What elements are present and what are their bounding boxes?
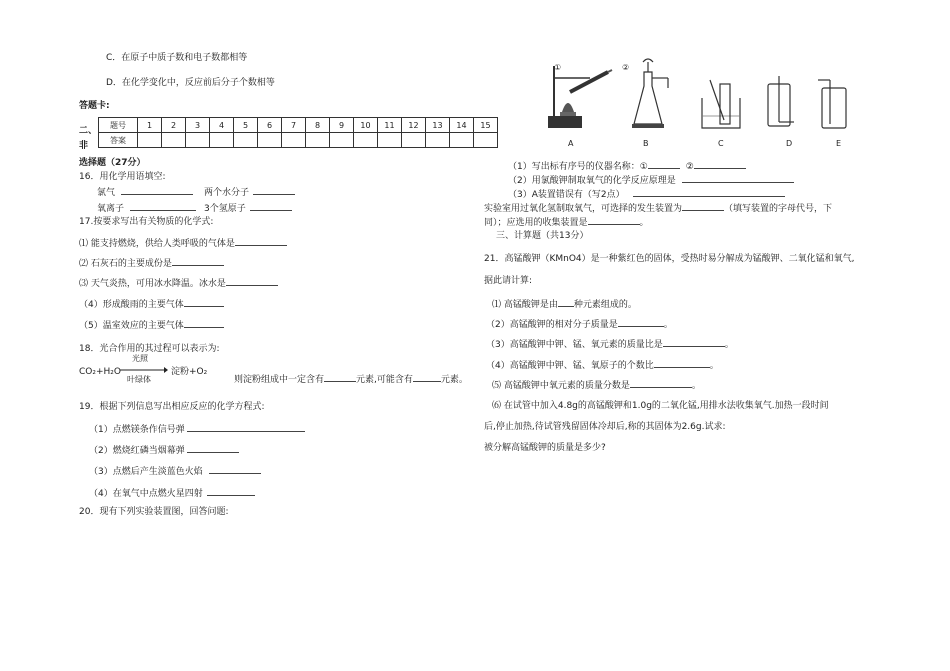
q21-intro: 21．高锰酸钾（KMnO4）是一种紫红色的固体，受热时易分解成为锰酸钾、二氧化锰和氧气, [484,254,855,264]
apparatus-b [632,59,668,128]
q19-4: （4）在氧气中点燃火星四射 [89,486,255,500]
q21-2: （2）高锰酸钾的相对分子质量是 。 [486,317,673,331]
table-cell: 7 [282,118,306,133]
table-cell: 13 [426,118,450,133]
answer-cell-1[interactable] [138,133,162,148]
table-cell: 12 [402,118,426,133]
option-d: D．在化学变化中，反应前后分子个数相等 [106,78,275,88]
fig-label-b: B [643,139,649,148]
q17-2: ⑵ 石灰石的主要成份是 [79,256,224,270]
q18-answer: 则淀粉组成中一定含有 元素,可能含有 元素。 [234,372,468,386]
answer-cell-14[interactable] [450,133,474,148]
q17-4: （4）形成酸雨的主要气体 [79,297,224,311]
reaction-arrow-icon [120,366,168,374]
table-cell: 3 [186,118,210,133]
q16-a: 氯气 [97,185,193,199]
table-row [99,133,498,148]
q21-6: ⑹ 在试管中加入4.8g的高锰酸钾和1.0g的二氧化锰,用排水法收集氧气.加热一段时间 [492,401,829,411]
q18-reactants: CO₂+H₂O [79,367,121,377]
table-cell: 4 [210,118,234,133]
q20-4-cont: 同）；应选用的收集装置是 。 [484,215,649,229]
answer-cell-8[interactable] [306,133,330,148]
table-header-answer: 答案 [99,133,138,148]
q18-title: 18．光合作用的其过程可以表示为: [79,344,220,354]
answer-cell-5[interactable] [234,133,258,148]
table-header-number: 题号 [99,118,138,133]
lab-apparatus-figure [540,58,860,154]
fig-label-c: C [718,139,724,148]
table-cell: 5 [234,118,258,133]
fig-label-d: D [786,139,793,148]
answer-cell-3[interactable] [186,133,210,148]
answer-cell-2[interactable] [162,133,186,148]
q19-2: （2）燃烧红磷当烟幕弹 [89,443,239,457]
table-cell: 11 [378,118,402,133]
table-cell: 10 [354,118,378,133]
fig-label-e: E [836,139,842,148]
apparatus-e [818,80,846,128]
answer-cell-11[interactable] [378,133,402,148]
q21-5: ⑸ 高锰酸钾中氧元素的质量分数是 。 [492,378,701,392]
section-three-title: 三、计算题（共13分） [496,231,589,241]
table-cell: 15 [474,118,498,133]
answer-table [98,117,498,148]
q16-c: 氧离子 [97,201,196,215]
table-cell: 1 [138,118,162,133]
q19-1: （1）点燃镁条作信号弹 [89,422,305,436]
answer-cell-6[interactable] [258,133,282,148]
fig-num-2: ② [622,63,630,72]
q19-title: 19．根据下列信息写出相应反应的化学方程式: [79,402,265,412]
q20-1: （1）写出标有序号的仪器名称：① ② [508,159,746,173]
answer-cell-15[interactable] [474,133,498,148]
answer-cell-12[interactable] [402,133,426,148]
option-c: C．在原子中质子数和电子数都相等 [106,53,248,63]
q20-3: （3）A装置错误有（写2点） [508,187,785,201]
apparatus-c [702,80,740,128]
answer-cell-9[interactable] [330,133,354,148]
q21-6-cont: 后,停止加热,待试管残留固体冷却后,称的其固体为2.6g.试求: [484,422,726,432]
answer-cell-4[interactable] [210,133,234,148]
table-cell: 2 [162,118,186,133]
q19-3: （3）点燃后产生淡蓝色火焰 [89,464,261,478]
q17-title: 17.按要求写出有关物质的化学式: [79,217,214,227]
q21-3: （3）高锰酸钾中钾、锰、氧元素的质量比是 。 [486,337,734,351]
q20-2: （2）用氯酸钾制取氧气的化学反应原理是 [508,173,794,187]
section-two-label-2: 非 [79,141,89,151]
apparatus-d [768,76,794,126]
section-two-title: 选择题（27分） [79,158,146,168]
table-cell: 6 [258,118,282,133]
q16-b: 两个水分子 [204,185,295,199]
table-row [99,118,498,133]
answer-cell-13[interactable] [426,133,450,148]
q21-4: （4）高锰酸钾中钾、锰、氧原子的个数比 。 [486,358,719,372]
q18-condition-bottom: 叶绿体 [127,375,151,384]
answer-cell-10[interactable] [354,133,378,148]
q21-6-question: 被分解高锰酸钾的质量是多少? [484,443,606,453]
q17-5: （5）温室效应的主要气体 [79,318,224,332]
q20-4: 实验室用过氧化氢制取氧气，可选择的发生装置为 （填写装置的字母代号，下 [484,201,832,215]
q20-title: 20．现有下列实验装置图，回答问题: [79,507,229,517]
fig-num-1: ① [554,63,562,72]
answer-card-label: 答题卡: [79,101,110,111]
q17-3: ⑶ 天气炎热，可用冰水降温。冰水是 [79,276,278,290]
table-cell: 9 [330,118,354,133]
fig-label-a: A [568,139,574,148]
q21-1: ⑴ 高锰酸钾是由 种元素组成的。 [492,297,637,311]
q21-intro-2: 据此请计算: [484,276,533,286]
answer-cell-7[interactable] [282,133,306,148]
q16-title: 16．用化学用语填空: [79,172,166,182]
q17-1: ⑴ 能支持燃烧，供给人类呼吸的气体是 [79,236,287,250]
section-two-label: 二、 [79,126,98,136]
q18-products: 淀粉+O₂ [171,367,208,377]
q16-d: 3个氢原子 [204,201,292,215]
table-cell: 14 [450,118,474,133]
apparatus-a [548,66,612,128]
table-cell: 8 [306,118,330,133]
q18-condition-top: 光照 [132,354,148,363]
